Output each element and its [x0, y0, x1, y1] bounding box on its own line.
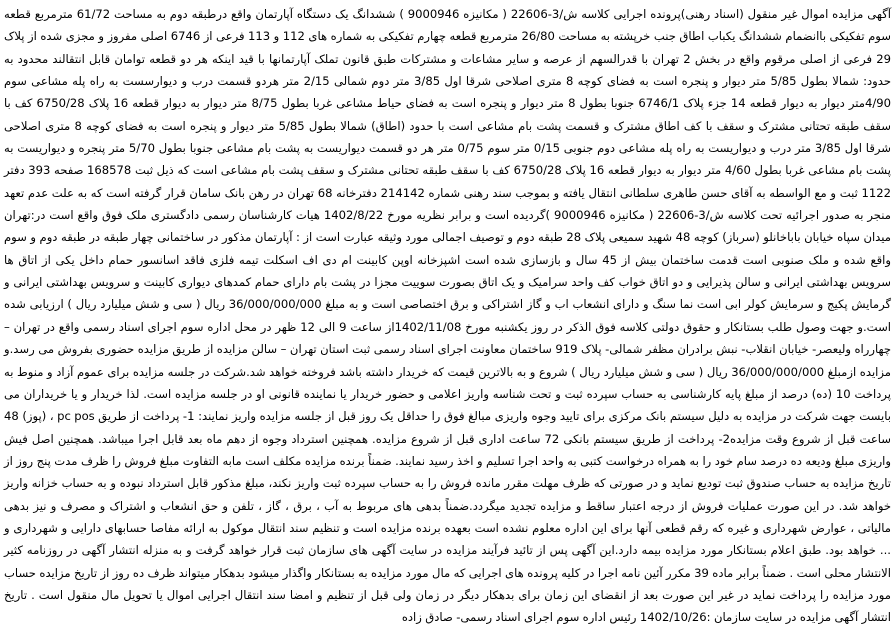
- signature-name: صادق زاده: [401, 610, 453, 625]
- auction-notice-text: [4, 3, 891, 629]
- auction-notice-body: آگهی مزایده اموال غیر منقول (اسناد رهنی)پرونده اجرایی کلاسه ش/3-22606 ( مکانیزه 9000946 ) ششدانگ یک دستگاه آپارتمان واقع درطبقه دوم به مساحت 61/72 مترمربع قطعه سوم تفکیکی باانضمام ششدانگ یکباب اطاق جنب خرپشته به مساحت 26/80 مترمربع قطعه چهارم تفکیکی به شماره های 112 و 113 فرعی از 6746 اصلی مفروز و مجزی شده از پلاک 29 فرعی از اصلی مرقوم واقع در بخش 2 تهران با قدرالسهم از عرصه و سایر مشاعات و مشترکات طبق قانون تملک آپارتمانها با قید اینکه هر دو قطعه توامان قابل انتقالند محدود به حدود: شمالا بطول 5/85 متر دیوار و پنجره است به فضای کوچه 8 متری اصلاحی شرقا اول 3/85 متر دوم شمالی 2/15 متر هردو قسمت درب و دیوارسست به راه پله مشاعی سوم 4/90متر دیوار به دیوار قطعه 14 جزء پلاک 6746/1 جنوبا بطول 8 متر دیوار و پنجره است به فضای حیاط مشاعی غربا بطول 8/75 متر دیوار به دیوار قطعه 16 پلاک 6750/28 کف با سقف طبقه تحتانی مشترک و سقف با کف اطاق مشترک و قسمت پشت بام مشاعی است با حدود (اطاق) شمالا بطول 5/85 متر دیوار و پنجره است به فضای کوچه 8 متری اصلاحی شرقا اول 3/85 متر درب و دیواریست به راه پله مشاعی دوم جنوبی 0/15 متر سوم 0/75 متر هر دو قسمت دیواریست به پشت بام مشاعی جنوبا بطول 5/70 متر پنجره و دیواریست به پشت بام مشاعی غربا بطول 4/60 متر دیوار به دیوار قطعه 16 پلاک 6750/28 کف با سقف طبقه تحتانی مشترک و سقف پشت بام مشاعی است که ذیل ثبت 168578 صفحه 393 دفتر 1122 ثبت و مع الواسطه به آقای حسن طاهری سلطانی انتقال یافته و بموجب سند رهنی شماره 214142 دفترخانه 68 تهران در رهن بانک سامان قرار گرفته است که به علت عدم تعهد منجر به صدور اجرائیه تحت کلاسه ش/3-22606 ( مکانیزه 9000946 )گردیده است و برابر نظریه مورخ 1402/8/22 هیات کارشناسان رسمی دادگستری ملک فوق واقع است در:تهران میدان سپاه خیابان باباخانلو (سرباز) کوچه 48 شهید سمیعی پلاک 28 طبقه دوم و توصیف اجمالی مورد وثیقه عبارت است از : آپارتمان مذکور در ساختمانی چهار طبقه در طبقه دوم و سوم واقع شده و ملک صنوبی است قدمت ساختمان بیش از 45 سال و بازسازی شده است اشپزخانه اوپن کابینت ام دی اف اسکلت تیمه فلزی فاقد اسانسور حمام داخل یکی از اتاق ها سرویس بهداشتی ایرانی و سالن پذیرایی و دو اتاق خواب کف واحد سرامیک و یک اتاق بصورت سوییت مجزا در پشت بام دارای حمام کمدهای دیواری کابینت و سرویس بهداشتی ایرانی و گرمایش پکیج و سرمایش کولر ابی است نما سنگ و دارای انشعاب اب و گاز اشتراکی و برق اختصاصی است و به مبلغ 36/000/000/000 ریال ( سی و شش میلیارد ریال ) ارزیابی شده است.و جهت وصول طلب بستانکار و حقوق دولتی کلاسه فوق الذکر در روز یکشنبه مورخ 1402/11/08از ساعت 9 الی 12 ظهر در محل اداره سوم اجرای اسناد رسمی واقع در تهران – چهارراه ولیعصر- خیابان انقلاب- نبش برادران مظفر شمالی- پلاک 919 ساختمان معاونت اجرای اسناد رسمی ثبت استان تهران – سالن مزایده از طریق مزایده حضوری بفروش می رسد.و مزایده ازمبلغ 36/000/000/000 ریال ( سی و شش میلیارد ریال ) شروع و به بالاترین قیمت که خریدار داشته باشد فروخته خواهد شد.شرکت در جلسه مزایده برای عموم آزاد و منوط به پرداخت 10 (ده) درصد از مبلغ پایه کارشناسی به حساب سپرده ثبت و تحت شناسه واریز اعلامی و حضور خریدار یا نماینده قانونی او در جلسه مزایده است. لذا خریدار و یا خریداران می بایست جهت شرکت در مزایده به دلیل سیستم بانک مرکزی برای تایید وجوه واریزی مبالغ فوق را حداقل یک روز قبل از جلسه مزایده واریز نمایند: 1- پرداخت از طریق pc pos ، (پوز) 48 ساعت قبل از شروع وقت مزایده2- پرداخت از طریق سیستم بانکی 72 ساعت اداری قبل از شروع مزایده. همچنین استرداد وجوه از دهم ماه بعد قابل اجرا میباشد. همچنین اصل فیش واریزی مبلغ ودیعه ده درصد سام خود را به همراه درخواست کتبی به واحد اجرا تسلیم و اخذ رسید نمایند. ضمناً برنده مزایده مکلف است مابه التفاوت مبلغ فروش را ظرف مدت پنج روز از تاریخ مزایده به حساب صندوق ثبت تودیع نماید و در صورتی که ظرف مهلت مقرر مانده فروش را به حساب سپرده ثبت واریز نکند، مبلغ مذکور قابل استرداد نبوده و به حساب خزانه واریز خواهد شد. در این صورت عملیات فروش از درجه اعتبار ساقط و مزایده تجدید میگردد.ضمناً بدهی های مربوط به آب ، برق ، گاز ، تلفن و حق انشعاب و اشتراک و مصرف و نیز بدهی مالیاتی ، عوارض شهرداری و غیره که رقم قطعی آنها برای این اداره معلوم نشده است بعهده برنده مزایده است و تنظیم سند انتقال موکول به ارائه مفاصا حسابهای دارایی و شهرداری و ... خواهد بود. طبق اعلام بستانکار مورد مزایده بیمه دارد.این آگهی پس از تائید فرآیند مزایده در سایت آگهی های سازمان ثبت قرار خواهد گرفت و به منزله انتشار آگهی در روزنامه کثیر الانتشار محلی است . ضمناً برابر ماده 39 مکرر آئین نامه اجرا در کلیه پرونده های اجرایی که مال مورد مزایده به بستانکار واگذار میشود بدهکار میتواند ظرف ده روز از تاریخ مزایده حساب مورد مزایده را پرداخت نماید در غیر این صورت بعد از انقضای این زمان برای بدهکار دیگر در زمان ولی قبل از تنظیم و امضا سند انتقال اجرایی اموال یا تحویل مال منقول است . تاریخ انتشار آگهی مزایده در سایت سازمان :1402/10/26 رئیس اداره سوم اجرای اسناد رسمی-: [4, 7, 892, 625]
